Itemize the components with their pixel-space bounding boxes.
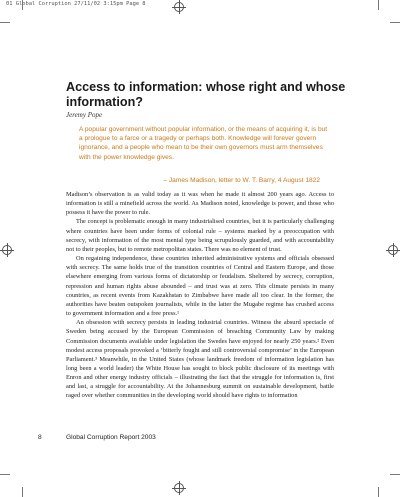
crop-mark-icon <box>378 487 379 497</box>
registration-mark-bottom-icon <box>172 481 186 495</box>
crop-mark-icon <box>22 487 23 497</box>
crop-mark-icon <box>378 0 379 10</box>
page-number: 8 <box>38 434 42 441</box>
registration-mark-left-icon <box>0 243 14 257</box>
body-paragraph: The concept is problematic enough in many industrialised countries, but it is particularly challenging where countries have been under forms of colonial rule – systems marked by a preoccupation with secrecy, with information of the most menial type being scrupulously guarded, and with accountability not to their peoples, but to remote metropolitan states. There was no element of trust. <box>66 218 334 253</box>
article-body <box>66 190 334 401</box>
registration-mark-right-icon <box>386 243 400 257</box>
epigraph-attribution: – James Madison, letter to W. T. Barry, 4 August 1822 <box>163 177 320 184</box>
article-title: Access to information: whose right and whose information? <box>66 80 346 109</box>
print-slug: 01 Global Corruption 27/11/02 3:15pm Page 8 <box>6 1 146 7</box>
crop-mark-icon <box>390 474 400 475</box>
crop-mark-icon <box>390 22 400 23</box>
body-paragraph: Madison’s observation is as valid today as it was when he made it almost 200 years ago. Access to information is still a minefield across the world. As Madison noted, knowledge is power, and those who possess it have the power to rule. <box>66 191 334 217</box>
body-paragraph: On regaining independence, these countries inherited administrative systems and officials obsessed with secrecy. The same holds true of the transition countries of Central and Eastern Europe, and those elsewhere emerging from various forms of dictatorship or feudalism. Sheltered by secrecy, corruption, repression and human rights abuse abounded – and trust was at zero. This climate persists in many countries, as recent events from Kazakhstan to Zimbabwe have made all too clear. In the former, the authorities have beaten outspoken journalists, while in the latter the Mugabe regime has crushed access to government information and a free press.¹ <box>66 255 334 318</box>
epigraph-quote: A popular government without popular information, or the means of acquiring it, is but a prologue to a farce or a tragedy or perhaps both. Knowledge will forever govern ignorance, and a people who mean to be their own governors must arm themselves with the power knowledge gives. <box>79 126 328 161</box>
registration-mark-top-icon <box>172 0 186 14</box>
crop-mark-icon <box>0 474 10 475</box>
crop-mark-icon <box>0 22 10 23</box>
body-paragraph: An obsession with secrecy persists in leading industrial countries. Witness the absurd spectacle of Sweden being accused by the European Commission of breaching Community Law by making Commission documents available under legislation the Swedes have enjoyed for nearly 250 years.² Even modest access proposals provoked a ‘bitterly fought and still controversial compromise’ in the European Parliament.³ Meanwhile, in the United States (whose landmark freedom of information legislation has long been a world leader) the White House has sought to block public disclosure of its meetings with Enron and other energy industry officials – illustrating the fact that the struggle for information is, first and last, a struggle for accountability. At the Johannesburg summit on sustainable development, battle raged over whether communities in the developing world should have rights to information <box>66 319 334 400</box>
article-author: Jeremy Pope <box>66 111 103 119</box>
running-footer-title: Global Corruption Report 2003 <box>66 434 156 441</box>
crop-mark-icon <box>22 0 23 10</box>
